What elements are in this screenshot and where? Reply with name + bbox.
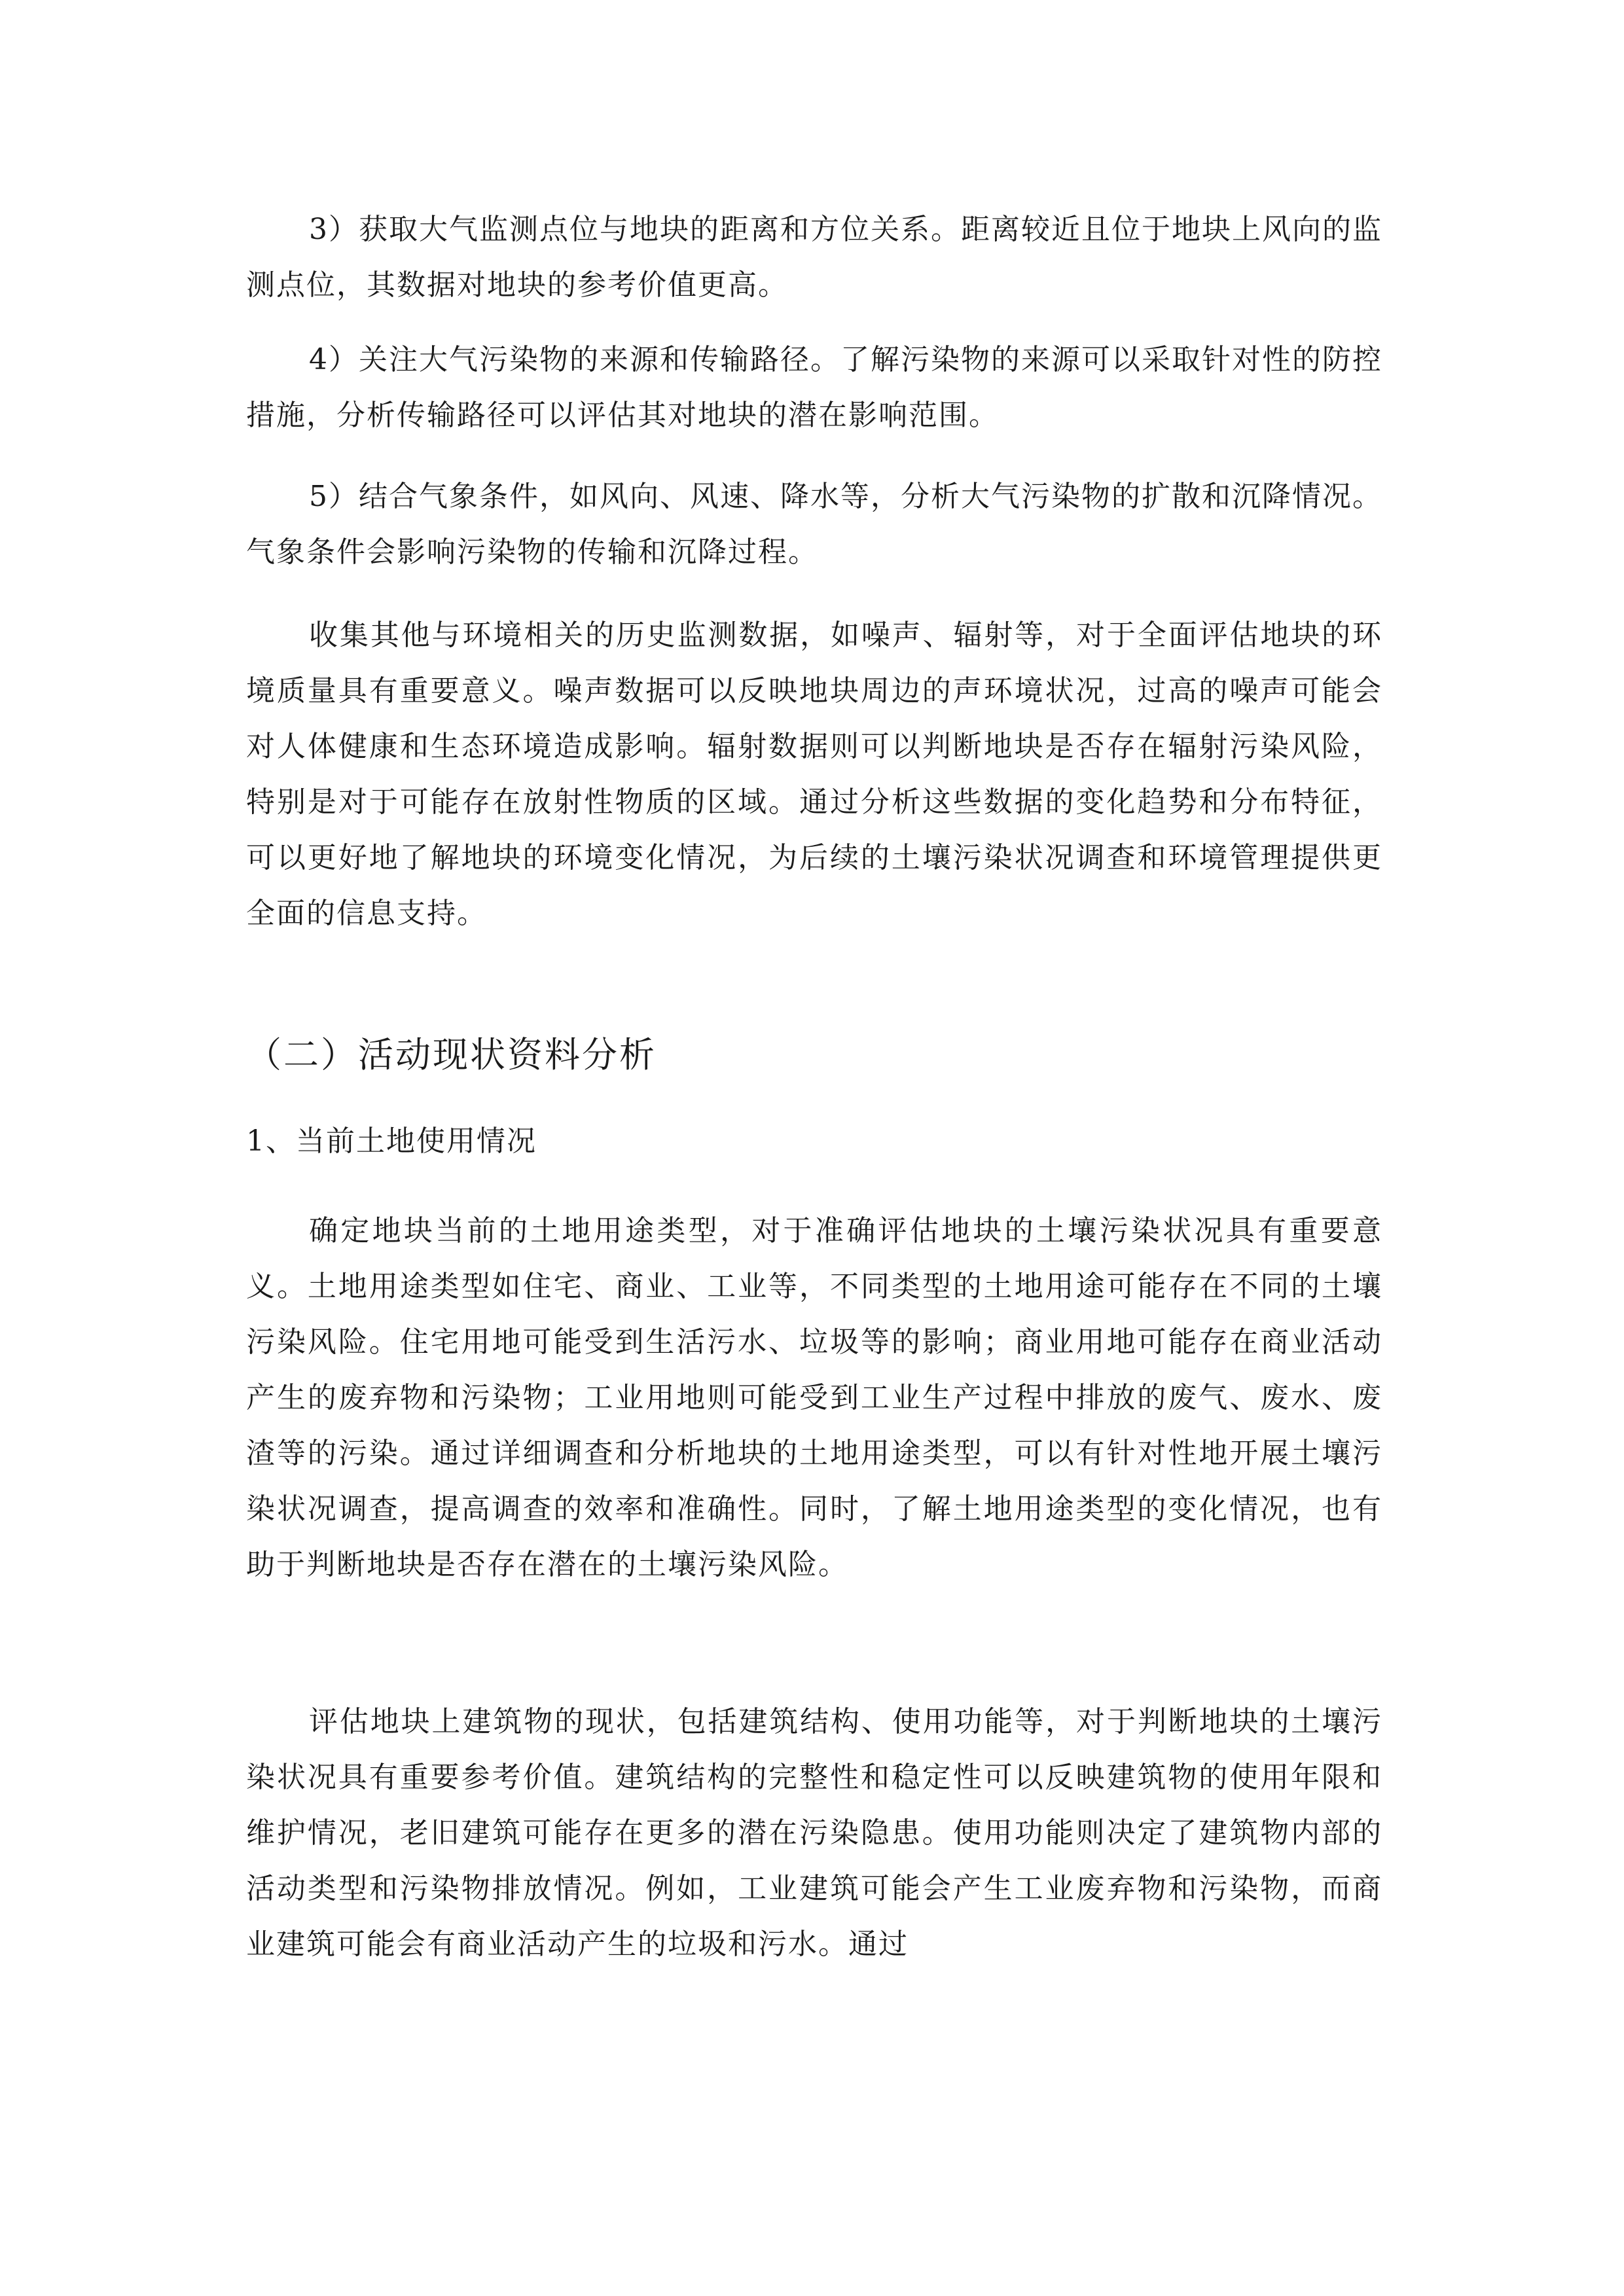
- section-heading: （二）活动现状资料分析: [246, 1034, 657, 1075]
- paragraph: 3）获取大气监测点位与地块的距离和方位关系。距离较近且位于地块上风向的监测点位，其数据对地块的参考价值更高。: [246, 213, 1382, 302]
- paragraph: 5）结合气象条件，如风向、风速、降水等，分析大气污染物的扩散和沉降情况。气象条件会影响污染物的传输和沉降过程。: [246, 480, 1382, 569]
- paragraph: 收集其他与环境相关的历史监测数据，如噪声、辐射等，对于全面评估地块的环境质量具有重要意义。噪声数据可以反映地块周边的声环境状况，过高的噪声可能会对人体健康和生态环境造成影响。辐射数据则可以判断地块是否存在辐射污染风险，特别是对于可能存在放射性物质的区域。通过分析这些数据的变化趋势和分布特征，可以更好地了解地块的环境变化情况，为后续的土壤污染状况调查和环境管理提供更全面的信息支持。: [246, 619, 1382, 930]
- paragraph: 确定地块当前的土地用途类型，对于准确评估地块的土壤污染状况具有重要意义。土地用途类型如住宅、商业、工业等，不同类型的土地用途可能存在不同的土壤污染风险。住宅用地可能受到生活污水、垃圾等的影响；商业用地可能存在商业活动产生的废弃物和污染物；工业用地则可能受到工业生产过程中排放的废气、废水、废渣等的污染。通过详细调查和分析地块的土地用途类型，可以有针对性地开展土壤污染状况调查，提高调查的效率和准确性。同时，了解土地用途类型的变化情况，也有助于判断地块是否存在潜在的土壤污染风险。: [246, 1214, 1382, 1581]
- paragraph: 4）关注大气污染物的来源和传输路径。了解污染物的来源可以采取针对性的防控措施，分析传输路径可以评估其对地块的潜在影响范围。: [246, 343, 1382, 432]
- paragraph: 评估地块上建筑物的现状，包括建筑结构、使用功能等，对于判断地块的土壤污染状况具有重要参考价值。建筑结构的完整性和稳定性可以反映建筑物的使用年限和维护情况，老旧建筑可能存在更多的潜在污染隐患。使用功能则决定了建筑物内部的活动类型和污染物排放情况。例如，工业建筑可能会产生工业废弃物和污染物，而商业建筑可能会有商业活动产生的垃圾和污水。通过: [246, 1705, 1382, 1961]
- subsection-heading: 1、当前土地使用情况: [246, 1124, 537, 1158]
